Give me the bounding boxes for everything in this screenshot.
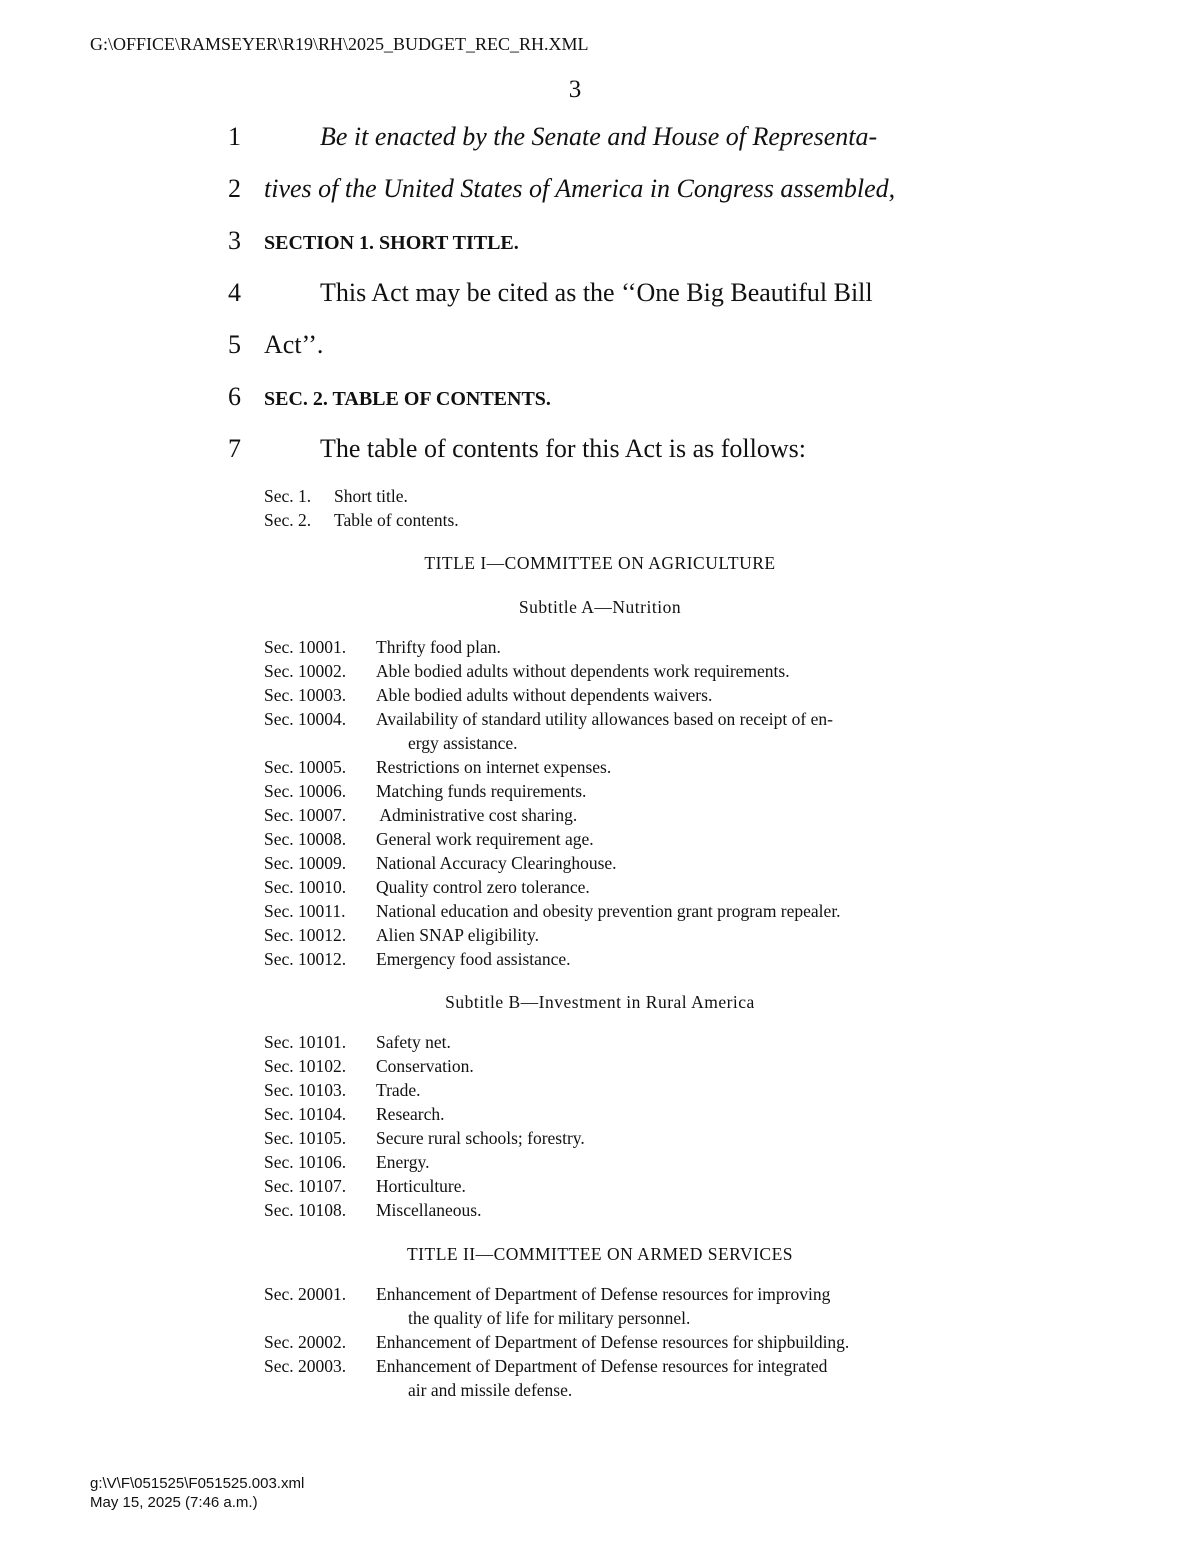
toc-section-number: Sec. 10012. [264,925,347,945]
toc-section-number: Sec. 10010. [264,877,347,897]
toc-entry [264,1126,936,1150]
line-number: 3 [228,226,241,255]
body-line [0,330,1178,370]
toc-entry [264,508,936,532]
toc-section-number: Sec. 10104. [264,1104,347,1124]
short-title-text: This Act may be cited as the ‘‘One Big Beautiful Bill [320,278,873,307]
toc-section-title: Alien SNAP eligibility. [376,925,540,945]
toc-section-number: Sec. 10007. [264,805,347,825]
line-number: 4 [228,278,241,307]
toc-section-number: Sec. 10005. [264,757,347,777]
toc-section-number: Sec. 10107. [264,1176,347,1196]
footer [90,1474,304,1512]
toc-section-title: Miscellaneous. [376,1200,482,1220]
toc-entry [264,635,936,659]
toc-section-title: Thrifty food plan. [376,637,501,657]
toc-entry [264,875,936,899]
toc-section-number: Sec. 20003. [264,1356,347,1376]
line-number: 7 [228,434,241,463]
toc-section-title-cont: the quality of life for military personnel. [408,1308,691,1328]
toc-entry [264,1174,936,1198]
section-heading: SEC. 2. TABLE OF CONTENTS. [264,388,551,410]
toc-entry [264,827,936,851]
enacting-clause: Be it enacted by the Senate and House of Representa- [320,122,878,151]
header-file-path: G:\OFFICE\RAMSEYER\R19\RH\2025_BUDGET_REC_RH.XML [90,34,589,54]
toc-subtitle-heading: Subtitle A—Nutrition [518,597,682,617]
toc-section-title: Availability of standard utility allowances based on receipt of en- [376,709,833,729]
toc-section-number: Sec. 10001. [264,637,347,657]
toc-section-title: Restrictions on internet expenses. [376,757,612,777]
toc-section-title: Short title. [334,486,408,506]
line-number: 5 [228,330,241,359]
toc-entry [264,659,936,683]
table-of-contents [264,484,936,1402]
section-heading: SECTION 1. SHORT TITLE. [264,232,519,254]
toc-section-title: Enhancement of Department of Defense resources for integrated [376,1356,828,1376]
toc-section-number: Sec. 10101. [264,1032,347,1052]
toc-section-number: Sec. 20002. [264,1332,347,1352]
toc-section-title-cont: ergy assistance. [408,733,518,753]
page-number: 3 [568,76,582,103]
toc-entry [264,1282,936,1306]
toc-section-title: Enhancement of Department of Defense resources for improving [376,1284,831,1304]
toc-entry [264,1330,936,1354]
toc-section-number: Sec. 10012. [264,949,347,969]
toc-section-number: Sec. 10103. [264,1080,347,1100]
toc-entry [264,1102,936,1126]
toc-section-title: Conservation. [376,1056,474,1076]
toc-section-number: Sec. 10108. [264,1200,347,1220]
body-line [0,278,1178,318]
toc-subtitle-heading: Subtitle B—Investment in Rural America [445,992,755,1012]
toc-section-title: Administrative cost sharing. [376,805,578,825]
toc-section-number: Sec. 10003. [264,685,347,705]
toc-section-title: Matching funds requirements. [376,781,587,801]
toc-section-number: Sec. 10002. [264,661,347,681]
toc-intro-text: The table of contents for this Act is as follows: [320,434,806,463]
toc-section-title: Energy. [376,1152,430,1172]
toc-group-title-2 [264,1282,936,1402]
body-line [0,434,1178,474]
toc-section-number: Sec. 20001. [264,1284,347,1304]
toc-entry [264,683,936,707]
footer-file: g:\V\F\051525\F051525.003.xml [90,1475,305,1492]
toc-entry [264,1354,936,1378]
toc-section-number: Sec. 10105. [264,1128,347,1148]
toc-entry [264,899,936,923]
toc-section-title: Table of contents. [334,510,459,530]
toc-section-title: Trade. [376,1080,421,1100]
toc-section-number: Sec. 1. [264,486,312,506]
toc-section-title: Able bodied adults without dependents waivers. [376,685,713,705]
toc-entry [264,779,936,803]
toc-entry [264,755,936,779]
toc-entry [264,1054,936,1078]
short-title-text-cont: Act’’. [264,330,324,359]
toc-entry [264,1150,936,1174]
toc-section-title: General work requirement age. [376,829,594,849]
toc-section-title: Able bodied adults without dependents work requirements. [376,661,790,681]
toc-section-title: Quality control zero tolerance. [376,877,590,897]
toc-group-subtitle-a [264,635,936,971]
body-line [0,174,1178,214]
toc-section-title: Research. [376,1104,445,1124]
footer-date: May 15, 2025 (7:46 a.m.) [90,1494,258,1511]
line-number: 6 [228,382,241,411]
toc-section-number: Sec. 10011. [264,901,346,921]
toc-section-title-cont: air and missile defense. [408,1380,573,1400]
line-number: 1 [228,122,241,151]
toc-group-subtitle-b [264,1030,936,1222]
toc-title-heading: TITLE II—COMMITTEE ON ARMED SERVICES [406,1244,794,1264]
toc-title-heading: TITLE I—COMMITTEE ON AGRICULTURE [424,553,776,573]
toc-entry [264,707,936,731]
toc-section-title: Horticulture. [376,1176,466,1196]
toc-entry [264,803,936,827]
toc-section-number: Sec. 2. [264,510,312,530]
toc-entry [264,1030,936,1054]
toc-entry [264,923,936,947]
body-line [0,226,1178,266]
toc-section-number: Sec. 10009. [264,853,347,873]
toc-entry [264,484,936,508]
body-line [0,382,1178,422]
body-line [0,122,1178,162]
toc-entry [264,1078,936,1102]
toc-section-number: Sec. 10106. [264,1152,347,1172]
toc-section-title: Enhancement of Department of Defense resources for shipbuilding. [376,1332,850,1352]
toc-section-title: National education and obesity prevention grant program repealer. [376,901,841,921]
toc-section-title: Secure rural schools; forestry. [376,1128,585,1148]
toc-entry [264,851,936,875]
line-number: 2 [228,174,241,203]
toc-section-number: Sec. 10004. [264,709,347,729]
toc-entry [264,947,936,971]
toc-section-title: Safety net. [376,1032,451,1052]
toc-section-number: Sec. 10008. [264,829,347,849]
toc-section-title: National Accuracy Clearinghouse. [376,853,617,873]
toc-section-number: Sec. 10006. [264,781,347,801]
toc-section-number: Sec. 10102. [264,1056,347,1076]
toc-section-title: Emergency food assistance. [376,949,571,969]
toc-entry [264,1198,936,1222]
enacting-clause-cont: tives of the United States of America in Congress assembled, [264,174,896,203]
